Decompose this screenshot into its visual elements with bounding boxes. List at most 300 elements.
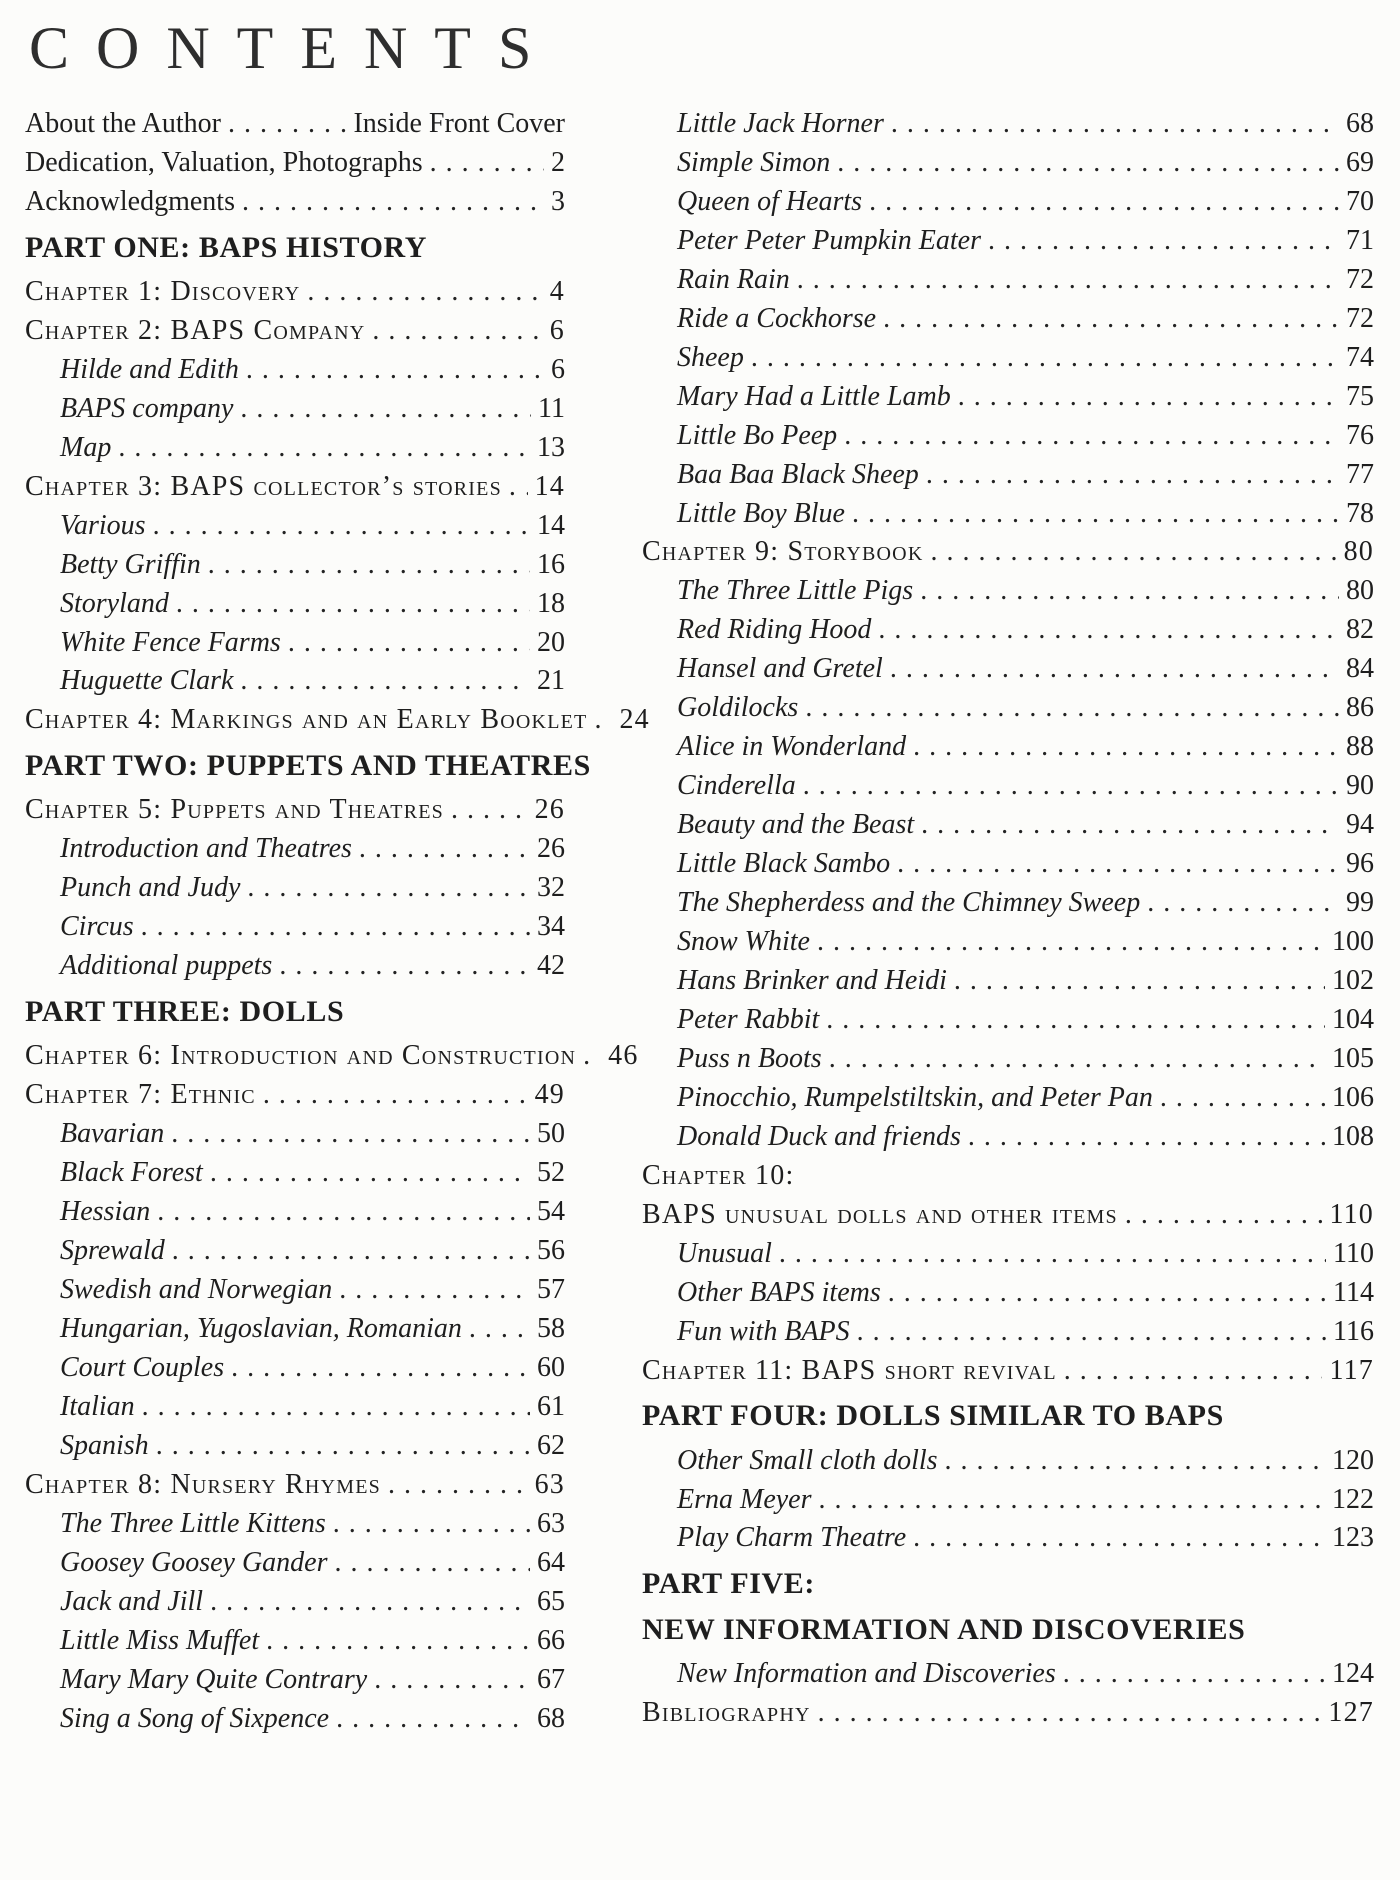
toc-entry: [25, 472, 565, 502]
toc-entry-page: 69: [1346, 146, 1374, 178]
toc-entry-label: Chapter 7: Ethnic: [25, 1079, 256, 1111]
toc-entry-label: Chapter 1: Discovery: [25, 275, 301, 307]
dot-leader: [176, 589, 530, 619]
toc-entry-label: Additional puppets: [60, 950, 273, 982]
dot-leader: [913, 732, 1339, 762]
toc-entry-label: Goldilocks: [677, 692, 799, 724]
dot-leader: [829, 1044, 1325, 1074]
toc-entry-label: Chapter 5: Puppets and Theatres: [25, 794, 444, 826]
toc-entry-label: Introduction and Theatres: [60, 833, 352, 865]
toc-entry-label: Betty Griffin: [60, 548, 201, 580]
toc-entry-page: 50: [537, 1118, 565, 1150]
toc-entry-page: 88: [1346, 731, 1374, 763]
dot-leader: [288, 628, 530, 658]
toc-entry: [642, 343, 1374, 373]
dot-leader: [1063, 1659, 1325, 1689]
toc-entry-label: Cinderella: [677, 770, 796, 802]
toc-entry-page: 63: [534, 1468, 565, 1500]
toc-entry: [642, 1239, 1374, 1269]
dot-leader: [172, 1236, 530, 1266]
dot-leader: [118, 433, 530, 463]
toc-entry-page: 42: [537, 950, 565, 982]
toc-entry-page: 96: [1346, 848, 1374, 880]
toc-entry-label: Chapter 11: BAPS short revival: [642, 1354, 1057, 1386]
toc-entry: [25, 550, 565, 580]
toc-entry-page: 120: [1332, 1444, 1374, 1476]
toc-entry: [25, 1431, 565, 1461]
toc-entry-page: 26: [537, 833, 565, 865]
dot-leader: [817, 927, 1325, 957]
toc-entry-label: Swedish and Norwegian: [60, 1274, 333, 1306]
dot-leader: [469, 1314, 530, 1344]
toc-entry: [642, 148, 1374, 178]
toc-entry-page: 4: [549, 275, 565, 307]
toc-entry-label: PART ONE: BAPS HISTORY: [25, 230, 427, 264]
toc-entry: [25, 1704, 565, 1734]
toc-entry-label: Simple Simon: [677, 146, 831, 178]
toc-entry: [25, 1314, 565, 1344]
toc-entry: [25, 355, 565, 385]
dot-leader: [930, 537, 1336, 567]
dot-leader: [142, 1392, 530, 1422]
toc-entry-label: Ride a Cockhorse: [677, 302, 877, 334]
toc-entry: [642, 537, 1374, 567]
dot-leader: [803, 771, 1339, 801]
dot-leader: [374, 1665, 530, 1695]
toc-entry: [25, 1080, 565, 1110]
toc-entry: [25, 277, 565, 307]
toc-entry-page: 21: [537, 665, 565, 697]
toc-entry-page: 74: [1346, 341, 1374, 373]
toc-entry: [642, 1446, 1374, 1476]
toc-entry-page: 65: [537, 1585, 565, 1617]
toc-entry-page: 63: [537, 1507, 565, 1539]
toc-entry: [642, 1083, 1374, 1113]
dot-leader: [171, 1119, 530, 1149]
toc-entry-page: 66: [537, 1624, 565, 1656]
toc-entry-page: 76: [1346, 419, 1374, 451]
toc-entry-label: The Three Little Pigs: [677, 575, 914, 607]
toc-entry-page: 72: [1346, 263, 1374, 295]
dot-leader: [1160, 1083, 1325, 1113]
toc-entry-page: 124: [1332, 1657, 1374, 1689]
dot-leader: [210, 1587, 530, 1617]
toc-entry: [642, 693, 1374, 723]
toc-entry-label: Rain Rain: [677, 263, 790, 295]
dot-leader: [266, 1626, 530, 1656]
toc-entry: [642, 1356, 1374, 1386]
toc-entry-label: Storyland: [60, 587, 169, 619]
toc-entry-page: 18: [537, 587, 565, 619]
dot-leader: [751, 343, 1339, 373]
toc-entry-page: 14: [537, 509, 565, 541]
toc-entry-label: Acknowledgments: [25, 185, 235, 217]
toc-entry: [642, 1200, 1374, 1230]
dot-leader: [954, 966, 1325, 996]
toc-entry-page: 67: [537, 1663, 565, 1695]
dot-leader: [240, 394, 531, 424]
toc-entry: [25, 1236, 565, 1266]
toc-entry-page: 6: [551, 353, 565, 385]
toc-entry: [25, 589, 565, 619]
dot-leader: [818, 1698, 1322, 1728]
dot-leader: [157, 1197, 530, 1227]
toc-entry: [642, 576, 1374, 606]
toc-columns: [25, 109, 1382, 1743]
toc-entry-label: Goosey Goosey Gander: [60, 1546, 328, 1578]
dot-leader: [210, 1158, 530, 1188]
toc-entry-page: 58: [537, 1313, 565, 1345]
dot-leader: [430, 148, 544, 178]
toc-entry-page: 71: [1346, 224, 1374, 256]
toc-entry: [642, 1614, 1374, 1646]
toc-entry: [25, 1158, 565, 1188]
toc-entry: [642, 1317, 1374, 1347]
toc-entry-label: Chapter 2: BAPS Company: [25, 314, 366, 346]
toc-entry-page: 77: [1346, 458, 1374, 490]
dot-leader: [208, 550, 530, 580]
toc-entry-label: Sprewald: [60, 1235, 165, 1267]
dot-leader: [913, 1523, 1325, 1553]
toc-entry-page: 11: [538, 392, 565, 424]
toc-entry-page: 100: [1332, 926, 1374, 958]
toc-entry: [25, 1353, 565, 1383]
toc-entry-page: 56: [537, 1235, 565, 1267]
toc-entry-page: 20: [537, 626, 565, 658]
toc-entry: [25, 1040, 639, 1072]
toc-entry-label: Red Riding Hood: [677, 614, 872, 646]
dot-leader: [333, 1509, 530, 1539]
toc-entry-label: White Fence Farms: [60, 626, 281, 658]
toc-entry: [25, 187, 565, 217]
dot-leader: [869, 187, 1339, 217]
toc-entry-label: Erna Meyer: [677, 1483, 812, 1515]
toc-entry-label: Chapter 8: Nursery Rhymes: [25, 1468, 381, 1500]
toc-entry: [25, 232, 565, 264]
toc-left-column: [25, 108, 650, 1743]
toc-entry: [25, 1119, 565, 1149]
dot-leader: [263, 1080, 528, 1110]
dot-leader: [1125, 1200, 1323, 1230]
toc-entry: [25, 1548, 565, 1578]
toc-entry: [642, 1400, 1374, 1432]
toc-entry-label: Punch and Judy: [60, 872, 241, 904]
dot-leader: [583, 1041, 601, 1071]
dot-leader: [240, 666, 530, 696]
toc-entry: [642, 1568, 1374, 1600]
toc-entry-label: Mary Mary Quite Contrary: [60, 1663, 368, 1695]
toc-entry: [25, 873, 565, 903]
toc-entry-label: Circus: [60, 911, 134, 943]
toc-entry-label: Hans Brinker and Heidi: [677, 964, 947, 996]
toc-entry: [25, 1275, 565, 1305]
toc-entry-label: Huguette Clark: [60, 665, 234, 697]
toc-entry-label: New Information and Discoveries: [677, 1657, 1056, 1689]
toc-entry-label: The Three Little Kittens: [60, 1507, 326, 1539]
toc-entry-page: 3: [551, 185, 565, 217]
toc-entry: [25, 1470, 565, 1500]
toc-entry-page: 127: [1328, 1696, 1374, 1728]
toc-entry-label: Little Miss Muffet: [60, 1624, 260, 1656]
toc-entry-label: Hungarian, Yugoslavian, Romanian: [60, 1313, 462, 1345]
toc-entry: [642, 421, 1374, 451]
dot-leader: [141, 912, 530, 942]
toc-entry: [25, 1509, 565, 1539]
toc-entry-label: Sheep: [677, 341, 744, 373]
dot-leader: [242, 187, 544, 217]
toc-entry: [642, 1485, 1374, 1515]
toc-entry: [25, 666, 565, 696]
toc-entry: [642, 1698, 1374, 1728]
toc-entry-label: Puss n Boots: [677, 1042, 822, 1074]
toc-entry-label: Other BAPS items: [677, 1276, 881, 1308]
toc-entry: [642, 109, 1374, 139]
dot-leader: [958, 382, 1339, 412]
toc-entry: [25, 951, 565, 981]
dot-leader: [890, 654, 1339, 684]
toc-entry-label: Little Boy Blue: [677, 497, 845, 529]
toc-entry: [642, 966, 1374, 996]
toc-entry-label: Beauty and the Beast: [677, 809, 915, 841]
toc-entry: [642, 888, 1374, 918]
toc-entry: [642, 1122, 1374, 1152]
toc-entry: [642, 849, 1374, 879]
toc-entry-label: Play Charm Theatre: [677, 1522, 907, 1554]
toc-entry-label: Snow White: [677, 926, 810, 958]
dot-leader: [988, 226, 1339, 256]
dot-leader: [891, 109, 1339, 139]
toc-entry-label: PART THREE: DOLLS: [25, 995, 345, 1029]
toc-entry: [25, 316, 565, 346]
toc-entry: [642, 615, 1374, 645]
toc-entry-label: Hansel and Gretel: [677, 653, 883, 685]
toc-entry: [25, 704, 650, 736]
toc-entry-page: 32: [537, 872, 565, 904]
toc-entry-page: 75: [1346, 380, 1374, 412]
dot-leader: [231, 1353, 530, 1383]
toc-entry-label: Pinocchio, Rumpelstiltskin, and Peter Pan: [677, 1081, 1153, 1113]
toc-entry-label: Map: [60, 431, 112, 463]
toc-entry-page: 49: [534, 1079, 565, 1111]
toc-entry-page: 60: [537, 1351, 565, 1383]
toc-entry-page: 26: [534, 794, 565, 826]
toc-entry-page: 84: [1346, 653, 1374, 685]
toc-entry-page: 80: [1346, 575, 1374, 607]
toc-entry: [25, 148, 565, 178]
toc-entry-page: 78: [1346, 497, 1374, 529]
toc-entry: [25, 834, 565, 864]
toc-right-column: [642, 109, 1374, 1737]
toc-entry-label: Unusual: [677, 1237, 772, 1269]
toc-entry: [25, 1197, 565, 1227]
dot-leader: [897, 849, 1339, 879]
dot-leader: [797, 265, 1339, 295]
toc-entry-page: 106: [1332, 1081, 1374, 1113]
toc-entry-label: The Shepherdess and the Chimney Sweep: [677, 887, 1141, 919]
toc-entry-page: 2: [551, 146, 565, 178]
toc-entry: [642, 810, 1374, 840]
toc-entry-label: Queen of Hearts: [677, 185, 863, 217]
toc-entry-label: Various: [60, 509, 146, 541]
toc-entry: [25, 912, 565, 942]
toc-entry-page: 110: [1333, 1237, 1374, 1269]
toc-entry-label: Jack and Jill: [60, 1585, 204, 1617]
toc-entry-label: About the Author: [25, 108, 221, 139]
dot-leader: [594, 705, 612, 735]
toc-entry-page: 86: [1346, 692, 1374, 724]
toc-entry-label: Italian: [60, 1390, 135, 1422]
toc-entry-page: 116: [1333, 1315, 1374, 1347]
dot-leader: [247, 873, 530, 903]
dot-leader: [388, 1470, 528, 1500]
toc-entry: [25, 628, 565, 658]
toc-entry: [25, 996, 565, 1028]
toc-entry-label: Chapter 6: Introduction and Construction: [25, 1040, 577, 1072]
toc-entry: [25, 511, 565, 541]
dot-leader: [968, 1122, 1325, 1152]
toc-entry: [642, 304, 1374, 334]
toc-entry: [642, 1044, 1374, 1074]
toc-entry-page: 61: [537, 1390, 565, 1422]
dot-leader: [852, 499, 1339, 529]
toc-entry-page: 13: [537, 431, 565, 463]
toc-entry-label: BAPS company: [60, 392, 234, 424]
toc-entry-label: Hessian: [60, 1196, 151, 1228]
toc-entry-page: 105: [1332, 1042, 1374, 1074]
toc-entry-label: PART FOUR: DOLLS SIMILAR TO BAPS: [642, 1399, 1224, 1433]
toc-entry-page: 102: [1332, 964, 1374, 996]
dot-leader: [1064, 1356, 1323, 1386]
page-title: CONTENTS: [29, 15, 559, 81]
toc-entry: [25, 1665, 565, 1695]
toc-entry: [25, 795, 565, 825]
dot-leader: [372, 316, 542, 346]
toc-entry: [642, 226, 1374, 256]
toc-entry-page: 117: [1329, 1354, 1374, 1386]
toc-entry-page: 99: [1346, 887, 1374, 919]
dot-leader: [921, 810, 1339, 840]
toc-entry-label: BAPS unusual dolls and other items: [642, 1198, 1118, 1230]
toc-entry-label: Little Black Sambo: [677, 848, 891, 880]
toc-entry-label: Bavarian: [60, 1118, 165, 1150]
toc-entry-page: 46: [608, 1040, 639, 1072]
toc-entry-page: 52: [537, 1157, 565, 1189]
toc-entry-label: Mary Had a Little Lamb: [677, 380, 951, 412]
toc-entry: [642, 382, 1374, 412]
dot-leader: [857, 1317, 1326, 1347]
toc-entry: [642, 654, 1374, 684]
toc-entry-page: 90: [1346, 770, 1374, 802]
toc-entry-page: 16: [537, 548, 565, 580]
toc-entry-page: 14: [534, 470, 565, 502]
toc-entry-label: Chapter 4: Markings and an Early Booklet: [25, 704, 588, 736]
toc-entry-label: Donald Duck and friends: [677, 1120, 961, 1152]
dot-leader: [279, 951, 530, 981]
toc-entry-page: 122: [1332, 1483, 1374, 1515]
toc-entry-label: Black Forest: [60, 1157, 203, 1189]
dot-leader: [945, 1446, 1325, 1476]
toc-entry-page: 72: [1346, 302, 1374, 334]
toc-entry-label: Alice in Wonderland: [677, 731, 907, 763]
dot-leader: [451, 795, 528, 825]
toc-entry: [25, 1587, 565, 1617]
dot-leader: [878, 615, 1339, 645]
dot-leader: [926, 460, 1339, 490]
toc-entry: [642, 187, 1374, 217]
toc-entry-page: 82: [1346, 614, 1374, 646]
dot-leader: [920, 576, 1339, 606]
toc-entry: [642, 1005, 1374, 1035]
toc-entry-label: Peter Peter Pumpkin Eater: [677, 224, 982, 256]
dot-leader: [1147, 888, 1339, 918]
toc-entry-label: Court Couples: [60, 1351, 225, 1383]
toc-entry-label: Peter Rabbit: [677, 1003, 820, 1035]
toc-entry: [25, 749, 591, 783]
dot-leader: [883, 304, 1339, 334]
toc-entry-page: Inside Front Cover: [353, 108, 565, 139]
dot-leader: [246, 355, 544, 385]
toc-entry: [25, 109, 565, 139]
dot-leader: [779, 1239, 1326, 1269]
dot-leader: [359, 834, 530, 864]
dot-leader: [819, 1485, 1325, 1515]
toc-entry-label: Baa Baa Black Sheep: [677, 458, 919, 490]
toc-entry-label: Sing a Song of Sixpence: [60, 1702, 330, 1734]
toc-entry-page: 54: [537, 1196, 565, 1228]
dot-leader: [339, 1275, 530, 1305]
toc-entry: [642, 732, 1374, 762]
toc-entry-page: 64: [537, 1546, 565, 1578]
toc-entry: [642, 1659, 1374, 1689]
toc-entry: [642, 460, 1374, 490]
toc-entry: [25, 1626, 565, 1656]
dot-leader: [805, 693, 1339, 723]
dot-leader: [844, 421, 1339, 451]
toc-entry: [642, 1161, 1374, 1191]
toc-entry-page: 34: [537, 911, 565, 943]
toc-entry-page: 70: [1346, 185, 1374, 217]
toc-entry-page: 6: [549, 314, 565, 346]
toc-entry-label: Chapter 10:: [642, 1159, 795, 1191]
toc-entry-label: Chapter 9: Storybook: [642, 536, 924, 568]
toc-entry-label: Bibliography: [642, 1696, 811, 1728]
toc-entry-page: 24: [619, 704, 650, 736]
toc-entry-label: Hilde and Edith: [60, 353, 239, 385]
toc-entry-page: 108: [1332, 1120, 1374, 1152]
toc-entry-page: 110: [1329, 1198, 1374, 1230]
toc-entry-label: Little Jack Horner: [677, 108, 884, 139]
toc-entry: [642, 771, 1374, 801]
dot-leader: [228, 109, 346, 139]
dot-leader: [153, 511, 530, 541]
dot-leader: [307, 277, 542, 307]
dot-leader: [156, 1431, 530, 1461]
toc-entry: [642, 1278, 1374, 1308]
toc-entry-label: Other Small cloth dolls: [677, 1444, 938, 1476]
toc-entry-label: PART TWO: PUPPETS AND THEATRES: [25, 749, 591, 783]
dot-leader: [336, 1704, 530, 1734]
toc-entry-label: Fun with BAPS: [677, 1315, 850, 1347]
toc-entry-page: 104: [1332, 1003, 1374, 1035]
toc-entry-page: 68: [537, 1702, 565, 1734]
toc-entry-page: 68: [1346, 108, 1374, 139]
dot-leader: [509, 472, 528, 502]
toc-entry-page: 94: [1346, 809, 1374, 841]
toc-entry: [642, 499, 1374, 529]
toc-entry-label: Chapter 3: BAPS collector’s stories: [25, 470, 502, 502]
dot-leader: [888, 1278, 1326, 1308]
toc-entry-label: Dedication, Valuation, Photographs: [25, 146, 423, 178]
